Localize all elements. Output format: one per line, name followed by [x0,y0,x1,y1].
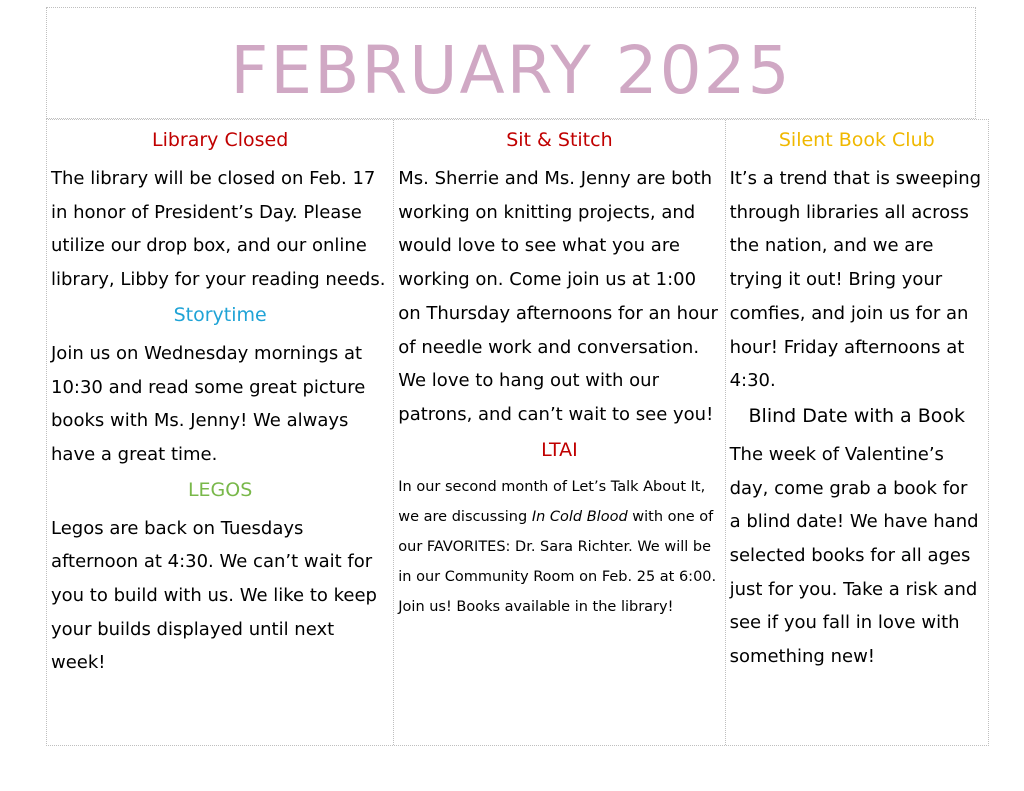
ltai-heading: LTAI [541,438,578,461]
blind-date-text: The week of Valentine’s day, come grab a book for a blind date! We have hand selected books for all ages just for you. Take a risk and see if you fall in love with something new! [729,443,979,668]
sit-stitch-text: Ms. Sherrie and Ms. Jenny are both working on knitting projects, and would love to see what you are working on. Come join us at 1:00 on Thursday afternoons for an hour of needle work and conversation. We love to hang out with our patrons, and can’t wait to see you! [398,168,718,425]
library-closed-text: The library will be closed on Feb. 17 in honor of President’s Day. Please utilize our drop box, and our online library, Libby for your reading needs. [51,168,386,291]
column-2 [394,120,725,745]
silent-book-club-text: It’s a trend that is sweeping through libraries all across the nation, and we are trying it out! Bring your comfies, and join us for an hour! Friday afternoons at 4:30. [729,168,982,392]
silent-book-club-heading: Silent Book Club [778,129,935,151]
legos-text: Legos are back on Tuesdays afternoon at 4:30. We can’t wait for you to build with us. We like to keep your builds displayed until next week! [51,517,377,674]
ltai-text [398,472,720,622]
ltai-text-before: In our second month of Let’s Talk About It, we are discussing [398,478,706,525]
sit-stitch-heading: Sit & Stitch [506,129,613,151]
ltai-text-after: with one of our FAVORITES: Dr. Sara Richter. We will be in our Community Room on Feb. 25 at 6:00. Join us! Books available in the library! [398,508,717,615]
column-1 [47,120,394,745]
page-title: FEBRUARY 2025 [230,32,792,109]
column-3 [726,120,988,745]
title-box [46,7,976,119]
events-grid [46,119,989,746]
storytime-text: Join us on Wednesday mornings at 10:30 and read some great picture books with Ms. Jenny! We always have a great time. [51,342,366,465]
library-closed-heading: Library Closed [151,129,289,151]
blind-date-heading: Blind Date with a Book [748,404,966,427]
ltai-book-title: In Cold Blood [531,508,628,525]
storytime-heading: Storytime [173,303,267,326]
legos-heading: LEGOS [187,478,253,501]
